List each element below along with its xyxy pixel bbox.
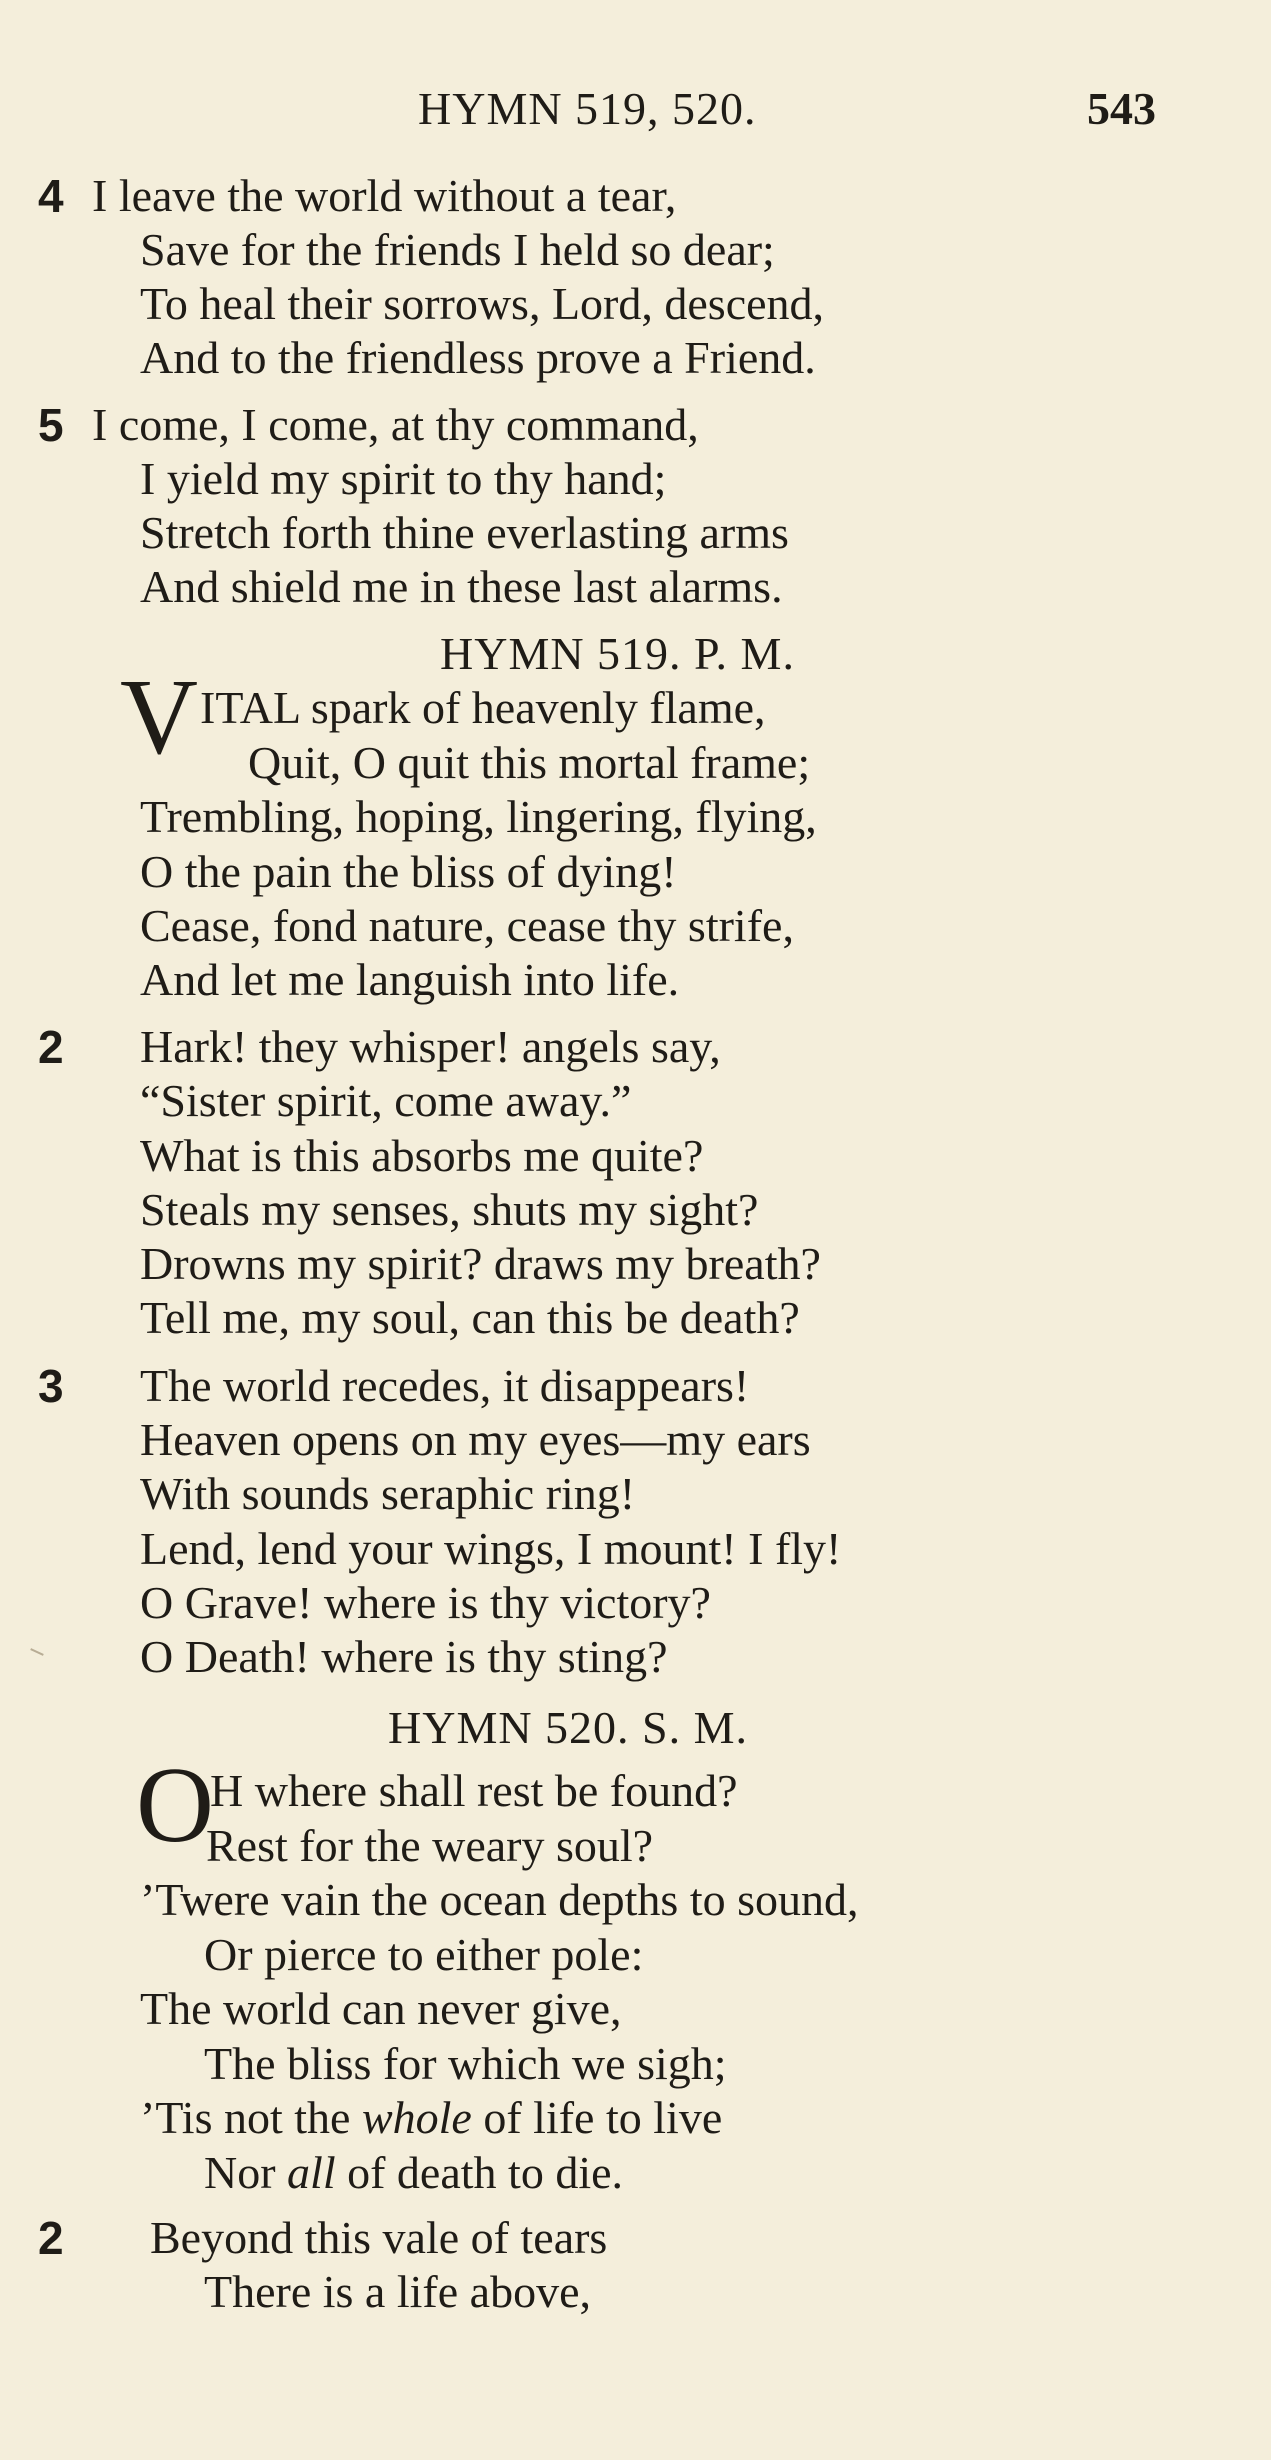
verse-line: Stretch forth thine everlasting arms [140,507,789,558]
verse-line: O Death! where is thy sting? [140,1631,668,1682]
verse-number: 2 [38,2212,64,2264]
drop-cap: O [136,1746,214,1865]
verse-line: I come, I come, at thy command, [92,399,699,450]
verse-number: 2 [38,1021,64,1073]
line-text: of death to die. [335,2147,624,2198]
verse-line: And shield me in these last alarms. [140,561,783,612]
verse-line: Trembling, hoping, lingering, flying, [140,791,817,842]
verse-line: I yield my spirit to thy hand; [140,453,667,504]
verse-line: Quit, O quit this mortal frame; [248,737,811,788]
verse-line: ’Twere vain the ocean depths to sound, [140,1874,859,1925]
hymn-title: HYMN 520. S. M. [388,1702,749,1753]
verse-line: O the pain the bliss of dying! [140,846,677,897]
verse-line: Tell me, my soul, can this be death? [140,1292,800,1343]
verse-line: And let me languish into life. [140,954,680,1005]
page-header [0,82,1271,142]
running-title: HYMN 519, 520. [418,83,757,134]
verse-line: I leave the world without a tear, [92,170,677,221]
verse-line: With sounds seraphic ring! [140,1468,636,1519]
verse-line [204,2147,623,2199]
verse-line: ITAL spark of heavenly flame, [200,682,766,733]
verse-line: Rest for the weary soul? [206,1820,654,1871]
verse-line: Hark! they whisper! angels say, [140,1021,721,1072]
verse-line: There is a life above, [204,2266,591,2317]
verse-line: The bliss for which we sigh; [204,2038,727,2089]
verse-line: Save for the friends I held so dear; [140,224,775,275]
verse-line: O Grave! where is thy victory? [140,1577,711,1628]
verse-line: The world can never give, [140,1983,622,2034]
verse-line: Or pierce to either pole: [204,1929,644,1980]
verse-number: 4 [38,170,64,222]
verse-line: Heaven opens on my eyes—my ears [140,1414,811,1465]
verse-line: What is this absorbs me quite? [140,1130,704,1181]
verse-line: Cease, fond nature, cease thy strife, [140,900,794,951]
verse-line: Drowns my spirit? draws my breath? [140,1238,821,1289]
verse-line: Lend, lend your wings, I mount! I fly! [140,1523,842,1574]
verse-line: And to the friendless prove a Friend. [140,332,816,383]
emphasized-word: all [287,2147,336,2198]
verse-number: 5 [38,399,64,451]
hymn-title: HYMN 519. P. M. [440,628,795,679]
verse-line: H where shall rest be found? [210,1765,738,1816]
verse-line: To heal their sorrows, Lord, descend, [140,278,825,329]
line-text: Nor [204,2147,288,2198]
verse-number: 3 [38,1360,64,1412]
line-text: of life to live [471,2092,723,2143]
verse-line [140,2092,722,2144]
drop-cap: V [120,658,198,777]
emphasized-word: whole [361,2092,472,2143]
line-text: ’Tis not the [140,2092,362,2143]
margin-mark [30,1648,44,1656]
verse-line: Beyond this vale of tears [150,2212,608,2263]
verse-line: The world recedes, it disappears! [140,1360,750,1411]
page-number: 543 [1087,83,1156,134]
verse-line: “Sister spirit, come away.” [140,1075,632,1126]
verse-line: Steals my senses, shuts my sight? [140,1184,759,1235]
